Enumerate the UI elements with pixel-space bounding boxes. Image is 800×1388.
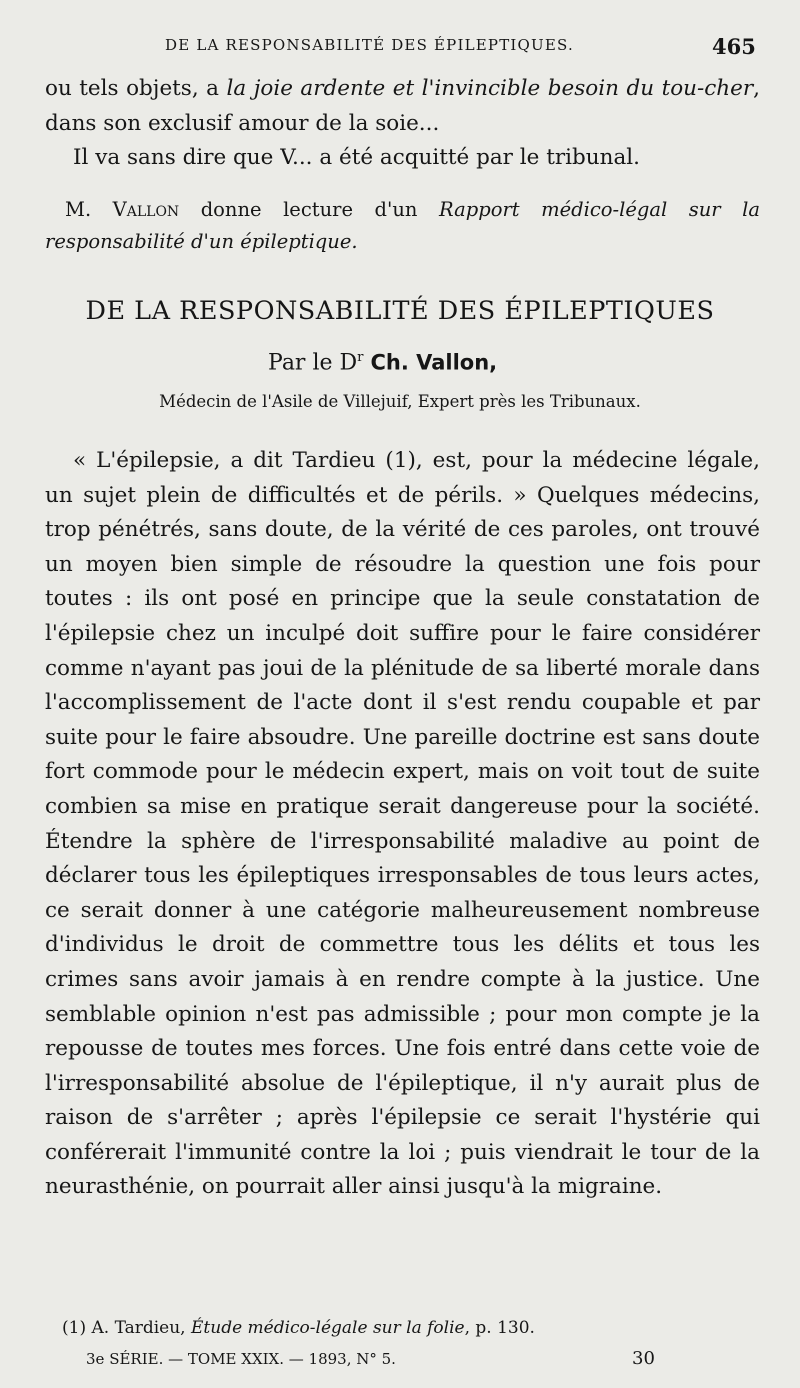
carryover-end: , dans son exclusif amour de la soie... bbox=[45, 76, 760, 136]
reading-note bbox=[45, 194, 760, 258]
speaker-name: M. Vallon bbox=[65, 198, 180, 221]
article-title: DE LA RESPONSABILITÉ DES ÉPILEPTIQUES bbox=[85, 296, 715, 326]
page-number: 465 bbox=[712, 34, 756, 59]
author-name: Ch. Vallon, bbox=[370, 350, 498, 375]
reading-note-text: donne lecture d'un bbox=[179, 198, 439, 221]
series-info: 3e SÉRIE. — TOME XXIX. — 1893, N° 5. bbox=[86, 1350, 396, 1368]
author-affiliation: Médecin de l'Asile de Villejuif, Expert près les Tribunaux. bbox=[159, 392, 641, 411]
signature-folio: 30 bbox=[632, 1348, 655, 1369]
acquittal-line: Il va sans dire que V... a été acquitté par le tribunal. bbox=[73, 145, 640, 171]
page-footer bbox=[86, 1350, 686, 1374]
body-text bbox=[45, 444, 760, 1205]
running-head bbox=[0, 34, 760, 64]
running-title: DE LA RESPONSABILITÉ DES ÉPILEPTIQUES. bbox=[165, 36, 574, 54]
carryover-line bbox=[45, 72, 760, 141]
reading-note-emphasis: Rapport médico-légal sur la responsabilité d'un épileptique. bbox=[45, 198, 760, 253]
body-paragraph: « L'épilepsie, a dit Tardieu (1), est, pour la médecine légale, un sujet plein de difficultés et de périls. » Quelques médecins, trop pénétrés, sans doute, de la vérité de ces paroles, ont trouvé un moyen bien simple de résoudre la question une fois pour toutes : ils ont posé en principe que la seule constatation de l'épilepsie chez un inculpé doit suffire pour le faire considérer comme n'ayant pas joui de la plénitude de sa liberté morale dans l'accomplissement de l'acte dont il s'est rendu coupable et par suite pour le faire absoudre. Une pareille doctrine est sans doute fort commode pour le médecin expert, mais on voit tout de suite combien sa mise en pratique serait dangereuse pour la société. Étendre la sphère de l'irresponsabilité maladive au point de déclarer tous les épileptiques irresponsables de tous leurs actes, ce serait donner à une catégorie malheureusement nombreuse d'individus le droit de commettre tous les délits et tous les crimes sans avoir jamais à en rendre compte à la justice. Une semblable opinion n'est pas admissible ; pour mon compte je la repousse de toutes mes forces. Une fois entré dans cette voie de l'irresponsabilité absolue de l'épileptique, il n'y aurait plus de raison de s'arrêter ; après l'épilepsie ce serait l'hystérie qui conférerait l'immunité contre la loi ; puis viendrait le tour de la neurasthénie, on pourrait aller ainsi jusqu'à la migraine. bbox=[45, 448, 760, 1200]
carryover-start: ou tels objets, a bbox=[45, 76, 227, 101]
byline-prefix: Par le D bbox=[268, 350, 358, 376]
carryover-text bbox=[45, 72, 760, 176]
carryover-emphasis: la joie ardente et l'invincible besoin du tou-cher bbox=[226, 76, 754, 101]
footnote bbox=[62, 1318, 535, 1338]
footnote-title: Étude médico-légale sur la folie bbox=[191, 1318, 465, 1338]
footnote-end: , p. 130. bbox=[464, 1318, 535, 1338]
footnote-marker: (1) A. Tardieu, bbox=[62, 1318, 191, 1338]
byline bbox=[268, 350, 497, 375]
byline-superscript: r bbox=[357, 350, 364, 365]
